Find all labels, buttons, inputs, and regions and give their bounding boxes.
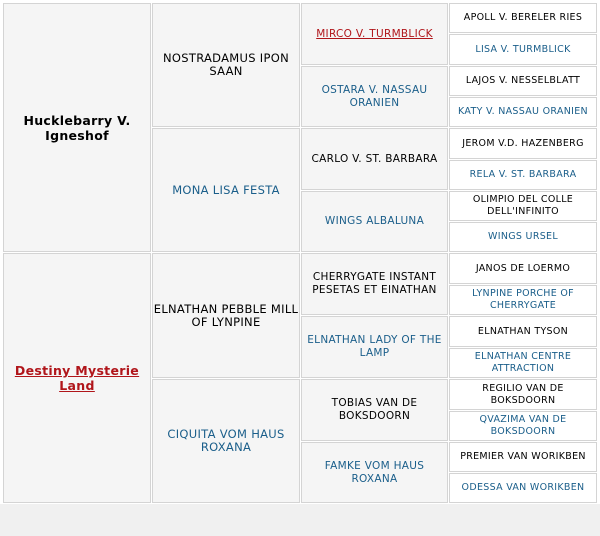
sdss-cell [449, 128, 597, 159]
sire-dam-cell [152, 128, 300, 252]
ssds-cell [449, 66, 597, 96]
dsd-name: ELNATHAN LADY OF THE LAMP [307, 334, 442, 359]
sds-name: CARLO V. ST. BARBARA [311, 152, 438, 165]
sdsd-name: RELA V. ST. BARBARA [469, 169, 577, 180]
dam-sire-name: ELNATHAN PEBBLE MILL OF LYNPINE [153, 301, 299, 329]
sdd-cell [301, 191, 448, 252]
dam-dam-cell [152, 379, 300, 503]
ddd-name: FAMKE VOM HAUS ROXANA [324, 459, 425, 485]
sssd-cell [449, 34, 597, 65]
dsds-cell [449, 316, 597, 347]
dam-sire-cell [152, 253, 300, 378]
dsss-name: JANOS DE LOERMO [475, 262, 571, 274]
dddd-cell [449, 473, 597, 503]
ssdd-cell [449, 97, 597, 127]
dam-dam-name: CIQUITA VOM HAUS ROXANA [167, 427, 285, 454]
ssss-name: APOLL V. BERELER RIES [463, 12, 583, 23]
dsss-cell [449, 253, 597, 284]
dds-name: TOBIAS VAN DE BOKSDOORN [331, 397, 418, 422]
sire-sire-cell [152, 3, 300, 127]
dds-cell [301, 379, 448, 441]
dsdd-cell [449, 348, 597, 378]
sssd-name: LISA V. TURMBLICK [475, 43, 571, 55]
dssd-name: LYNPINE PORCHE OF CHERRYGATE [472, 288, 574, 311]
dss-name: CHERRYGATE INSTANT PESETAS ET EINATHAN [312, 271, 437, 296]
sddd-cell [449, 222, 597, 252]
ddss-name: REGILIO VAN DE BOKSDOORN [482, 382, 564, 406]
dssd-cell [449, 285, 597, 315]
ssss-cell [449, 3, 597, 33]
sds-cell [301, 128, 448, 190]
sdd-name: WINGS ALBALUNA [324, 215, 425, 227]
sire-name: Hucklebarry V. Igneshof [23, 112, 131, 143]
sire-cell [3, 3, 151, 252]
ddsd-cell [449, 411, 597, 441]
dsds-name: ELNATHAN TYSON [477, 325, 569, 337]
ssd-name: OSTARA V. NASSAU ORANIEN [321, 83, 428, 109]
sdds-cell [449, 191, 597, 221]
ddds-name: PREMIER VAN WORIKBEN [460, 451, 586, 462]
sddd-name: WINGS URSEL [488, 231, 558, 242]
sire-dam-name: MONA LISA FESTA [172, 182, 280, 197]
ssdd-name: KATY V. NASSAU ORANIEN [458, 106, 588, 117]
ddss-cell [449, 379, 597, 410]
dam-cell[interactable] [3, 253, 151, 503]
ssds-name: LAJOS V. NESSELBLATT [465, 75, 581, 86]
sdss-name: JEROM V.D. HAZENBERG [462, 137, 584, 149]
ssd-cell [301, 66, 448, 127]
sire-sire-name: NOSTRADAMUS IPON SAAN [163, 51, 289, 78]
ddd-cell [301, 442, 448, 503]
bottom-strip [0, 504, 600, 536]
ddds-cell [449, 442, 597, 472]
dsdd-name: ELNATHAN CENTRE ATTRACTION [474, 351, 572, 374]
sss-cell[interactable] [301, 3, 448, 65]
dddd-name: ODESSA VAN WORIKBEN [461, 482, 585, 493]
ddsd-name: QVAZIMA VAN DE BOKSDOORN [479, 414, 567, 437]
dam-name-link[interactable]: Destiny Mysterie Land [14, 363, 140, 393]
sdsd-cell [449, 160, 597, 190]
dss-cell [301, 253, 448, 315]
dsd-cell [301, 316, 448, 378]
sss-name-link[interactable]: MIRCO V. TURMBLICK [316, 27, 433, 40]
sdds-name: OLIMPIO DEL COLLE DELL'INFINITO [472, 194, 574, 217]
